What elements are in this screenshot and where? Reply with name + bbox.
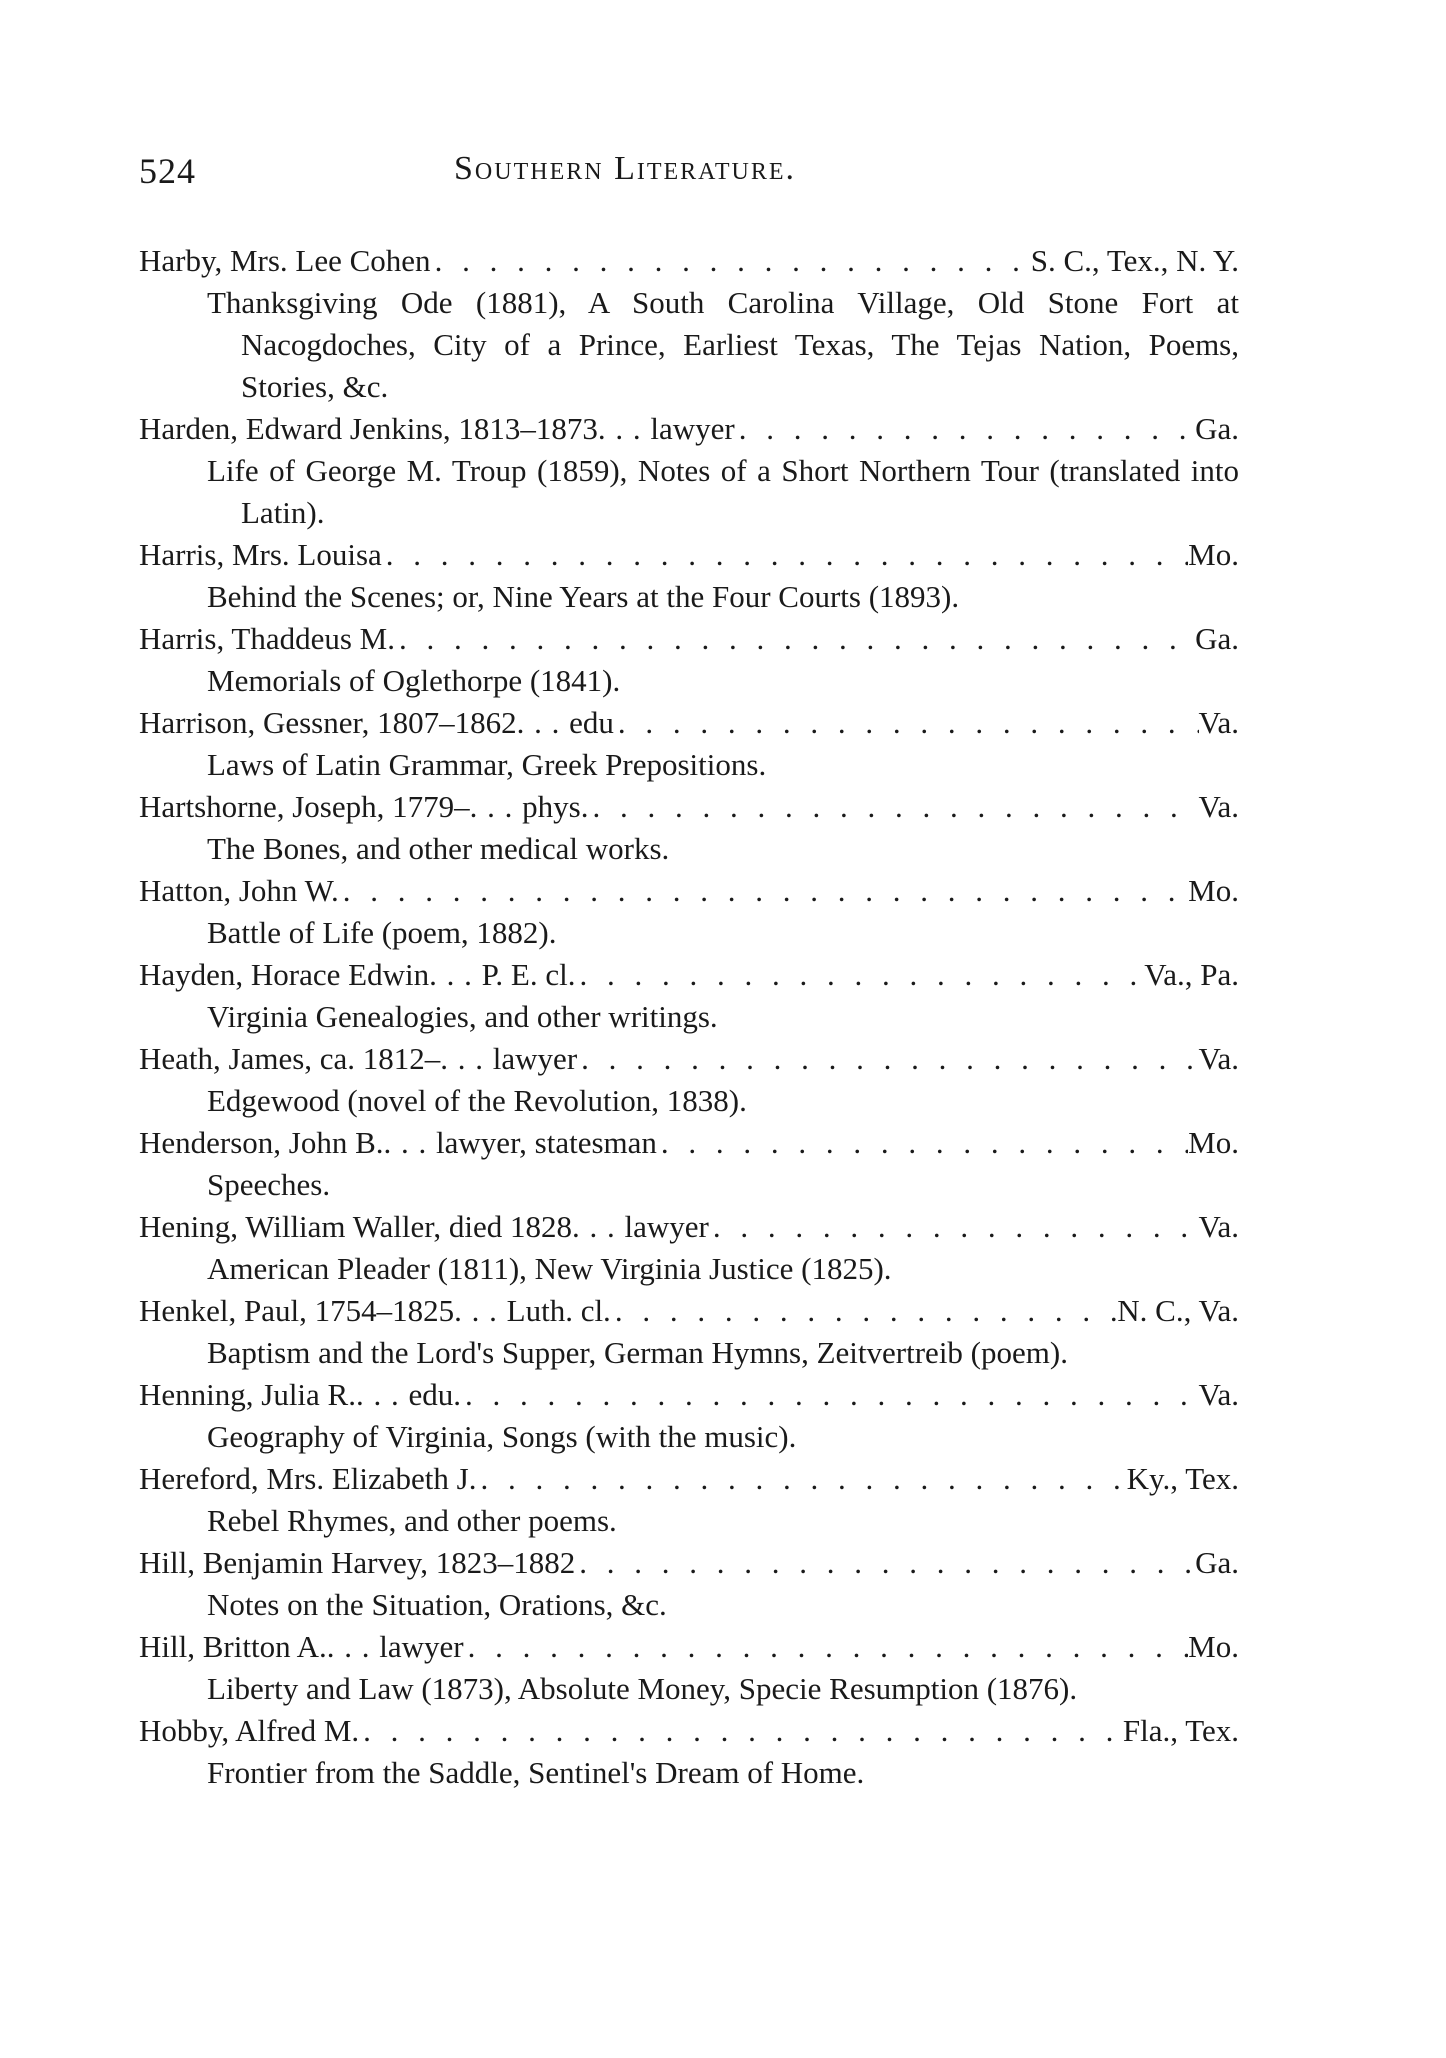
- author-occupation: . . . P. E. cl.: [429, 954, 575, 996]
- author-occupation: . . . lawyer: [327, 1626, 464, 1668]
- dot-leader: [359, 1710, 1123, 1752]
- dot-leader: [464, 1626, 1189, 1668]
- author-states: Va.: [1198, 1041, 1239, 1076]
- author-states: Mo.: [1188, 537, 1239, 572]
- author-states: Mo.: [1188, 1125, 1239, 1160]
- dot-leader: [657, 1122, 1188, 1164]
- author-works: Rebel Rhymes, and other poems.: [207, 1503, 617, 1538]
- author-name: Harrison, Gessner, 1807–1862: [139, 705, 517, 740]
- author-works: American Pleader (1811), New Virginia Justice (1825).: [207, 1251, 892, 1286]
- author-name: Hayden, Horace Edwin: [139, 957, 430, 992]
- author-name: Harby, Mrs. Lee Cohen: [139, 243, 431, 278]
- author-works: Edgewood (novel of the Revolution, 1838).: [207, 1083, 747, 1118]
- author-works: Thanksgiving Ode (1881), A South Carolina Village, Old Stone Fort at Nacogdoches, City of a Prince, Earliest Texas, The Tejas Nation, Poems, Stories, &c.: [207, 285, 1239, 404]
- author-entry: [139, 954, 1239, 1038]
- author-occupation: . . . lawyer: [572, 1206, 709, 1248]
- author-entry: [139, 1458, 1239, 1542]
- author-states: Ky., Tex.: [1126, 1461, 1239, 1496]
- author-entry: [139, 618, 1239, 702]
- author-works: Notes on the Situation, Orations, &c.: [207, 1587, 667, 1622]
- page-header: [139, 150, 1239, 200]
- author-entry: [139, 1290, 1239, 1374]
- author-states: Mo.: [1188, 873, 1239, 908]
- author-works: Battle of Life (poem, 1882).: [207, 915, 557, 950]
- author-name: Hartshorne, Joseph, 1779–: [139, 789, 470, 824]
- author-name: Hill, Benjamin Harvey, 1823–1882: [139, 1545, 576, 1580]
- author-entry: [139, 1710, 1239, 1794]
- author-entry: [139, 1206, 1239, 1290]
- author-name: Hatton, John W.: [139, 873, 339, 908]
- dot-leader: [577, 1038, 1198, 1080]
- author-entry: [139, 786, 1239, 870]
- dot-leader: [588, 786, 1198, 828]
- dot-leader: [575, 954, 1144, 996]
- author-entry: [139, 1122, 1239, 1206]
- author-name: Hill, Britton A.: [139, 1629, 327, 1664]
- dot-leader: [614, 702, 1199, 744]
- dot-leader: [339, 870, 1188, 912]
- author-works: Behind the Scenes; or, Nine Years at the Four Courts (1893).: [207, 579, 960, 614]
- author-states: Va.: [1198, 705, 1239, 740]
- author-states: Va.: [1198, 1209, 1239, 1244]
- author-name: Henderson, John B.: [139, 1125, 384, 1160]
- author-entry: [139, 702, 1239, 786]
- author-works: Laws of Latin Grammar, Greek Prepositions.: [207, 747, 767, 782]
- dot-leader: [476, 1458, 1126, 1500]
- author-works: Speeches.: [207, 1167, 331, 1202]
- author-occupation: . . . edu.: [356, 1374, 461, 1416]
- author-name: Harris, Mrs. Louisa: [139, 537, 382, 572]
- entry-list: [139, 240, 1239, 1794]
- author-occupation: . . . phys.: [470, 786, 589, 828]
- dot-leader: [431, 240, 1031, 282]
- author-states: N. C., Va.: [1117, 1293, 1239, 1328]
- author-states: Mo.: [1188, 1629, 1239, 1664]
- dot-leader: [735, 408, 1195, 450]
- author-entry: [139, 1626, 1239, 1710]
- page-number: 524: [139, 151, 196, 191]
- author-name: Heath, James, ca. 1812–: [139, 1041, 441, 1076]
- author-states: Ga.: [1195, 621, 1239, 656]
- dot-leader: [611, 1290, 1117, 1332]
- author-works: Life of George M. Troup (1859), Notes of a Short Northern Tour (translated into Latin).: [207, 453, 1239, 530]
- author-occupation: . . . Luth. cl.: [454, 1290, 611, 1332]
- author-name: Harris, Thaddeus M.: [139, 621, 395, 656]
- author-entry: [139, 534, 1239, 618]
- author-works: The Bones, and other medical works.: [207, 831, 670, 866]
- author-works: Virginia Genealogies, and other writings.: [207, 999, 718, 1034]
- dot-leader: [575, 1542, 1195, 1584]
- author-occupation: . . . edu: [517, 702, 614, 744]
- author-works: Liberty and Law (1873), Absolute Money, Specie Resumption (1876).: [207, 1671, 1078, 1706]
- author-entry: [139, 1542, 1239, 1626]
- author-entry: [139, 1374, 1239, 1458]
- dot-leader: [395, 618, 1195, 660]
- author-states: Va.: [1198, 789, 1239, 824]
- author-occupation: . . . lawyer: [440, 1038, 577, 1080]
- dot-leader: [382, 534, 1188, 576]
- dot-leader: [461, 1374, 1199, 1416]
- author-states: Va.: [1198, 1377, 1239, 1412]
- author-name: Hereford, Mrs. Elizabeth J.: [139, 1461, 477, 1496]
- author-states: Fla., Tex.: [1122, 1713, 1239, 1748]
- author-entry: [139, 408, 1239, 534]
- author-name: Henning, Julia R.: [139, 1377, 356, 1412]
- author-name: Hening, William Waller, died 1828: [139, 1209, 572, 1244]
- author-occupation: . . . lawyer: [598, 408, 735, 450]
- author-works: Geography of Virginia, Songs (with the music).: [207, 1419, 797, 1454]
- author-works: Memorials of Oglethorpe (1841).: [207, 663, 621, 698]
- author-states: Ga.: [1195, 411, 1239, 446]
- author-states: S. C., Tex., N. Y.: [1030, 243, 1239, 278]
- author-works: Frontier from the Saddle, Sentinel's Dream of Home.: [207, 1755, 865, 1790]
- author-name: Harden, Edward Jenkins, 1813–1873: [139, 411, 598, 446]
- author-states: Va., Pa.: [1144, 957, 1239, 992]
- dot-leader: [709, 1206, 1199, 1248]
- author-entry: [139, 1038, 1239, 1122]
- author-occupation: . . . lawyer, statesman: [384, 1122, 657, 1164]
- author-name: Henkel, Paul, 1754–1825: [139, 1293, 455, 1328]
- author-entry: [139, 240, 1239, 408]
- running-head: Southern Literature.: [454, 150, 796, 187]
- author-entry: [139, 870, 1239, 954]
- author-states: Ga.: [1195, 1545, 1239, 1580]
- author-name: Hobby, Alfred M.: [139, 1713, 360, 1748]
- author-works: Baptism and the Lord's Supper, German Hymns, Zeitvertreib (poem).: [207, 1335, 1068, 1370]
